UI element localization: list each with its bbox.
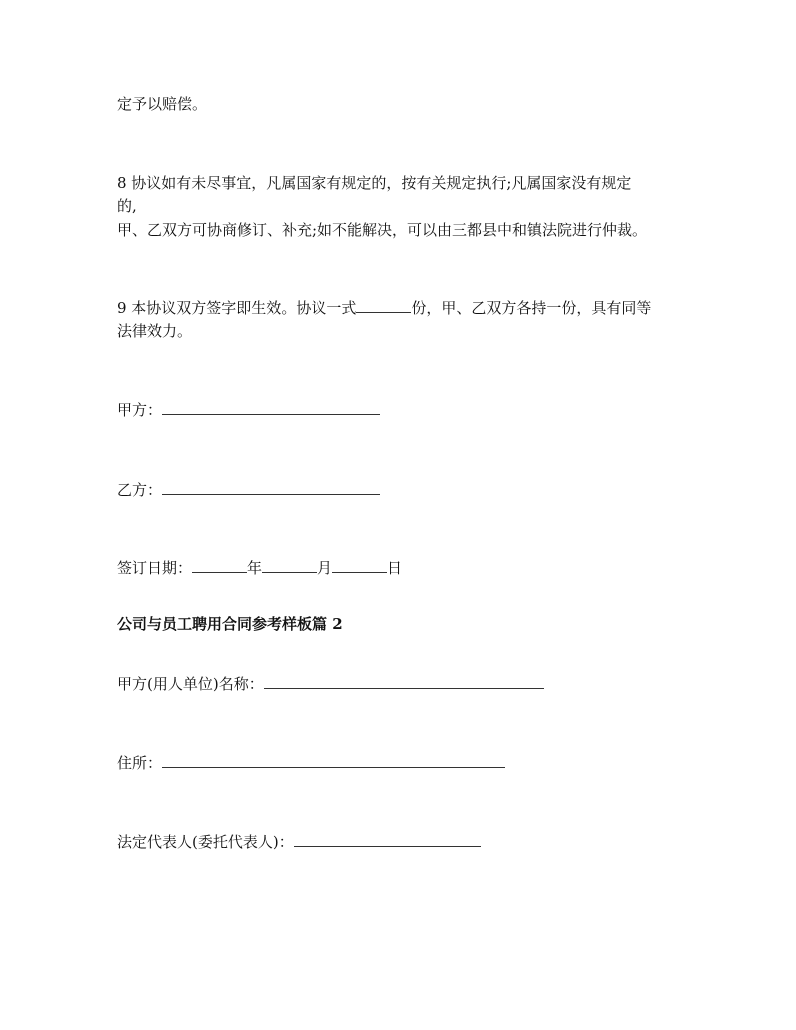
address-label: 住所： [117,754,163,772]
clause-8-text-3: 甲、乙双方可协商修订、补充;如不能解决，可以由三都县中和镇法院进行仲裁。 [117,221,648,239]
paragraph-ending-compensation [117,93,207,115]
address-row [117,752,505,774]
clause-8-text-1: 8 协议如有未尽事宜，凡属国家有规定的，按有关规定执行;凡属国家没有规定 [117,174,632,192]
text-compensation: 定予以赔偿。 [117,95,208,113]
month-label: 月 [317,559,333,577]
party-a-signature-row [117,399,380,421]
clause-8-line-2 [117,195,137,217]
clause-9-text-2: 份，甲、乙双方各持一份，具有同等 [411,299,652,317]
party-b-signature-row [117,479,380,501]
clause-9-line-2 [117,320,192,342]
section-title [117,613,343,635]
year-label: 年 [247,559,263,577]
party-b-signature-blank[interactable] [162,480,380,495]
party-a-signature-blank[interactable] [162,400,380,415]
employer-name-label: 甲方(用人单位)名称： [117,675,264,693]
employer-name-row [117,673,544,695]
party-b-label: 乙方： [117,481,163,499]
party-a-label: 甲方： [117,401,163,419]
copies-count-blank[interactable] [356,298,411,313]
legal-rep-row [117,831,481,853]
sign-date-row [117,557,402,579]
clause-8-line-1 [117,172,631,194]
address-blank[interactable] [162,753,505,768]
clause-8-text-2: 的, [117,197,137,215]
legal-rep-blank[interactable] [294,832,481,847]
sign-year-blank[interactable] [192,558,247,573]
clause-9-text-3: 法律效力。 [117,322,193,340]
employer-name-blank[interactable] [264,674,544,689]
clause-9-line-1 [117,297,651,319]
section-title-text: 公司与员工聘用合同参考样板篇 2 [117,615,343,633]
clause-8-line-3 [117,219,647,241]
sign-month-blank[interactable] [262,558,317,573]
sign-date-label: 签订日期： [117,559,193,577]
sign-day-blank[interactable] [332,558,387,573]
clause-9-text-1: 9 本协议双方签字即生效。协议一式 [117,299,357,317]
legal-rep-label: 法定代表人(委托代表人)： [117,833,294,851]
day-label: 日 [387,559,403,577]
